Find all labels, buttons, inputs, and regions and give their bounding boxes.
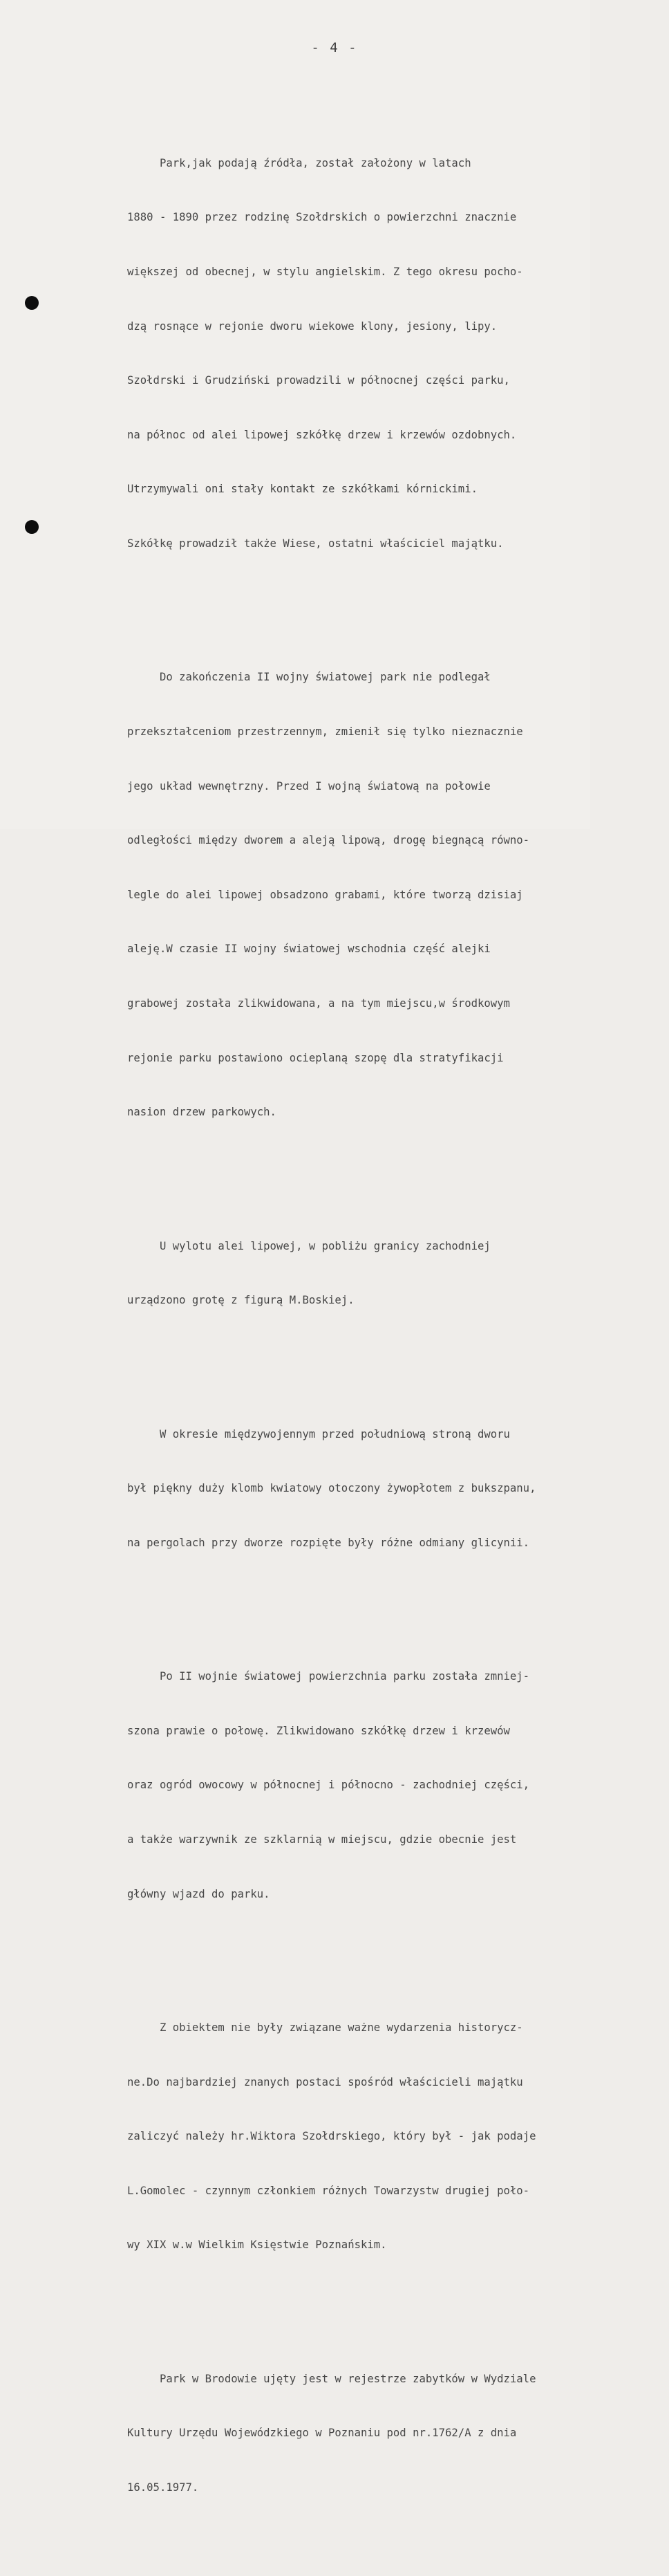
paragraph-7 <box>127 2333 590 2532</box>
text-line: większej od obecnej, w stylu angielskim. Z tego okresu pocho- <box>127 266 523 278</box>
text-line: legle do alei lipowej obsadzono grabami, które tworzą dzisiaj <box>127 888 523 901</box>
body-text <box>127 82 590 2576</box>
text-line: rejonie parku postawiono ocieplaną szopę dla stratyfikacji <box>127 1051 504 1064</box>
text-line: Park w Brodowie ujęty jest w rejestrze zabytków w Wydziale <box>127 2372 536 2385</box>
text-line: nasion drzew parkowych. <box>127 1106 276 1119</box>
text-line: 1880 - 1890 przez rodzinę Szołdrskich o powierzchni znacznie <box>127 211 517 224</box>
text-line: był piękny duży klomb kwiatowy otoczony żywopłotem z bukszpanu, <box>127 1482 536 1495</box>
text-line: a także warzywnik ze szklarnią w miejscu, gdzie obecnie jest <box>127 1833 517 1846</box>
text-line: szona prawie o połowę. Zlikwidowano szkółkę drzew i krzewów <box>127 1724 510 1737</box>
paragraph-2 <box>127 632 590 1158</box>
text-line: Szołdrski i Grudziński prowadzili w północnej części parku, <box>127 374 510 387</box>
punch-hole-bottom <box>25 520 39 534</box>
text-line: dzą rosnące w rejonie dworu wiekowe klony, jesiony, lipy. <box>127 319 498 333</box>
paragraph-1 <box>127 118 590 589</box>
text-line: na pergolach przy dworze rozpięte były różne odmiany glicynii. <box>127 1536 530 1549</box>
text-line: Do zakończenia II wojny światowej park nie podlegał <box>127 671 491 684</box>
text-line: przekształceniom przestrzennym, zmienił się tylko nieznacznie <box>127 725 523 738</box>
text-line: wy XIX w.w Wielkim Księstwie Poznańskim. <box>127 2239 387 2252</box>
text-line: 16.05.1977. <box>127 2481 199 2494</box>
text-line: W okresie międzywojennym przed południową stroną dworu <box>127 1427 510 1440</box>
text-line: Szkółkę prowadził także Wiese, ostatni właściciel majątku. <box>127 537 504 550</box>
text-line: Utrzymywali oni stały kontakt ze szkółkami kórnickimi. <box>127 483 478 496</box>
text-line: grabowej została zlikwidowana, a na tym miejscu,w środkowym <box>127 997 510 1010</box>
paragraph-6 <box>127 1983 590 2290</box>
text-line: Park,jak podają źródła, został założony w latach <box>127 156 471 169</box>
text-line: zaliczyć należy hr.Wiktora Szołdrskiego, który był - jak podaje <box>127 2130 536 2143</box>
text-line: Po II wojnie światowej powierzchnia parku została zmniej- <box>127 1670 530 1683</box>
text-line: aleję.W czasie II wojny światowej wschodnia część alejki <box>127 943 491 956</box>
text-line: na północ od alei lipowej szkółkę drzew i krzewów ozdobnych. <box>127 428 517 441</box>
punch-hole-top <box>25 296 39 310</box>
text-line: oraz ogród owocowy w północnej i północno - zachodniej części, <box>127 1779 530 1792</box>
paragraph-4 <box>127 1389 590 1588</box>
text-line: ne.Do najbardziej znanych postaci spośród właścicieli majątku <box>127 2075 523 2088</box>
text-line: U wylotu alei lipowej, w pobliżu granicy zachodniej <box>127 1239 491 1252</box>
text-line: Z obiektem nie były związane ważne wydarzenia historycz- <box>127 2021 523 2034</box>
text-line: odległości między dworem a aleją lipową, drogę biegnącą równo- <box>127 834 530 847</box>
paragraph-5 <box>127 1631 590 1939</box>
page-number: - 4 - <box>311 40 358 55</box>
paragraph-3 <box>127 1201 590 1346</box>
text-line: urządzono grotę z figurą M.Boskiej. <box>127 1294 355 1307</box>
text-line: jego układ wewnętrzny. Przed I wojną światową na połowie <box>127 779 491 793</box>
text-line: L.Gomolec - czynnym członkiem różnych Towarzystw drugiej poło- <box>127 2184 530 2197</box>
text-line: główny wjazd do parku. <box>127 1887 270 1900</box>
text-line: Kultury Urzędu Wojewódzkiego w Poznaniu pod nr.1762/A z dnia <box>127 2427 517 2440</box>
